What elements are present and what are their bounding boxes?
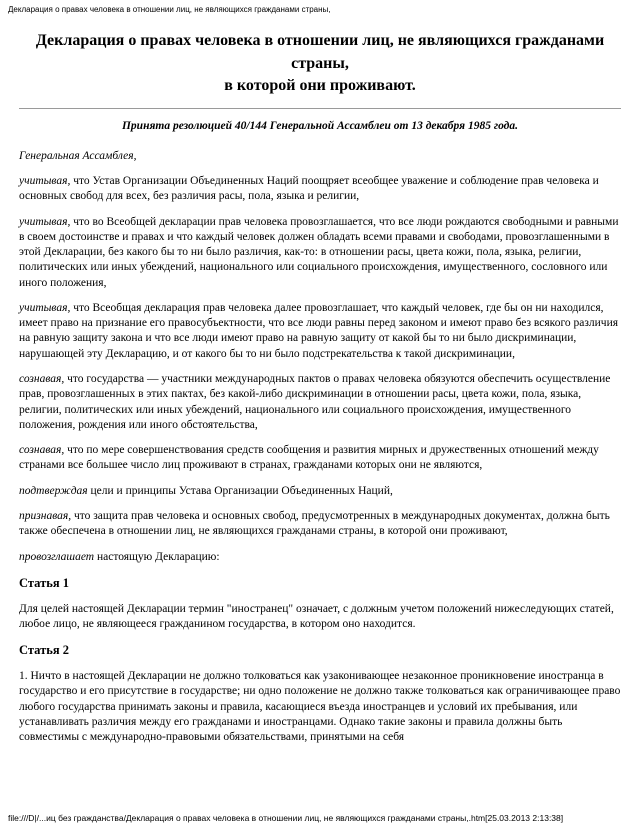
- paragraph-lead: сознавая,: [19, 373, 65, 386]
- paragraph-text: цели и принципы Устава Организации Объединенных Наций,: [87, 484, 393, 497]
- paragraph-lead: признавая,: [19, 510, 72, 523]
- salutation: Генеральная Ассамблея,: [19, 149, 137, 162]
- print-header: Декларация о правах человека в отношении лиц, не являющихся гражданами страны,: [8, 5, 632, 15]
- paragraph-lead: подтверждая: [19, 484, 88, 497]
- document-title: [19, 30, 621, 98]
- preamble-paragraph-5: [19, 443, 621, 474]
- preamble-paragraph-2: [19, 215, 621, 291]
- preamble-paragraph-1: [19, 174, 621, 205]
- title-divider: [19, 108, 621, 109]
- paragraph-lead: провозглашает: [19, 550, 95, 563]
- paragraph-lead: учитывая,: [19, 174, 71, 187]
- article-2-heading: Статья 2: [19, 643, 69, 658]
- preamble-paragraph-4: [19, 372, 621, 433]
- paragraph-text: что Всеобщая декларация прав человека далее провозглашает, что каждый человек, где бы он ни находился, имеет право на признание его правосубъектности, что все люди равны перед законом и имеют право без всякого различия на равную защиту закона и что все люди имеют право на равную защиту от какой бы то ни было дискриминации, нарушающей эту Декларацию, и от какого бы то ни было подстрекательства к такой дискриминации,: [19, 301, 619, 360]
- resolution-line: Принята резолюцией 40/144 Генеральной Ассамблеи от 13 декабря 1985 года.: [121, 120, 518, 133]
- preamble-paragraph-3: [19, 301, 621, 362]
- paragraph-lead: сознавая,: [19, 444, 65, 457]
- paragraph-lead: учитывая,: [19, 301, 71, 314]
- paragraph-text: что во Всеобщей декларации прав человека провозглашается, что все люди рождаются свободными и равными в своем достоинстве и правах и что каждый человек должен обладать всеми правами и свободами, провозглашенными в этой Декларации, без какого бы то ни было различия, как-то: в отношении расы, цвета кожи, пола, языка, религии, политических или иных убеждений, национального или социального происхождения, имущественного, сословного или иного положения,: [19, 215, 619, 289]
- document-title-sub: в которой они проживают.: [224, 77, 416, 95]
- paragraph-text: настоящую Декларацию:: [94, 550, 220, 563]
- print-footer: file:///D|/...иц без гражданства/Декларация о правах человека в отношении лиц, не являющихся гражданами страны,.htm[25.03.2013 2:13:38]: [8, 813, 632, 824]
- paragraph-lead: учитывая,: [19, 215, 71, 228]
- preamble-paragraph-6: [19, 484, 621, 499]
- article-1-paragraph: Для целей настоящей Декларации термин "иностранец" означает, с должным учетом положений нижеследующих статей, любое лицо, не являющееся гражданином государства, в котором оно находится.: [19, 602, 614, 631]
- preamble-paragraph-7: [19, 509, 621, 540]
- article-2-paragraph: 1. Ничто в настоящей Декларации не должно толковаться как узаконивающее незаконное проникновение иностранца в государство и его присутствие в государстве; ни одно положение не должно также толковаться как ограничивающее право любого государства принимать законы и правила, касающиеся въезда иностранцев и условий их пребывания, или устанавливать различия между его гражданами и иностранцами. Однако такие законы и правила должны быть совместимы с международно-правовыми обязательствами, принятыми на себя: [19, 670, 621, 744]
- paragraph-text: что по мере совершенствования средств сообщения и развития мирных и дружественных отношений между странами все большее число лиц проживают в странах, гражданами которых они не являются,: [19, 444, 599, 472]
- article-1-heading: Статья 1: [19, 575, 69, 590]
- paragraph-text: что защита прав человека и основных свобод, предусмотренных в международных документах, должна быть также обеспечена в отношении лиц, не являющихся гражданами страны, в которой они проживают,: [19, 510, 610, 538]
- paragraph-text: что государства — участники международных пактов о правах человека обязуются обеспечить осуществление прав, провозглашенных в этих пактах, без какой-либо дискриминации в отношении расы, цвета кожи, пола, языка, религии, политических или иных убеждений, национального или социального происхождения, имущественного положения, рождения или иного обстоятельства,: [19, 373, 611, 431]
- paragraph-text: что Устав Организации Объединенных Наций поощряет всеобщее уважение и соблюдение прав человека и основных свобод для всех, без различия расы, пола, языка и религии,: [19, 174, 599, 203]
- proclamation-paragraph: [19, 550, 621, 565]
- document-title-main: Декларация о правах человека в отношении лиц, не являющихся гражданами страны,: [35, 32, 605, 72]
